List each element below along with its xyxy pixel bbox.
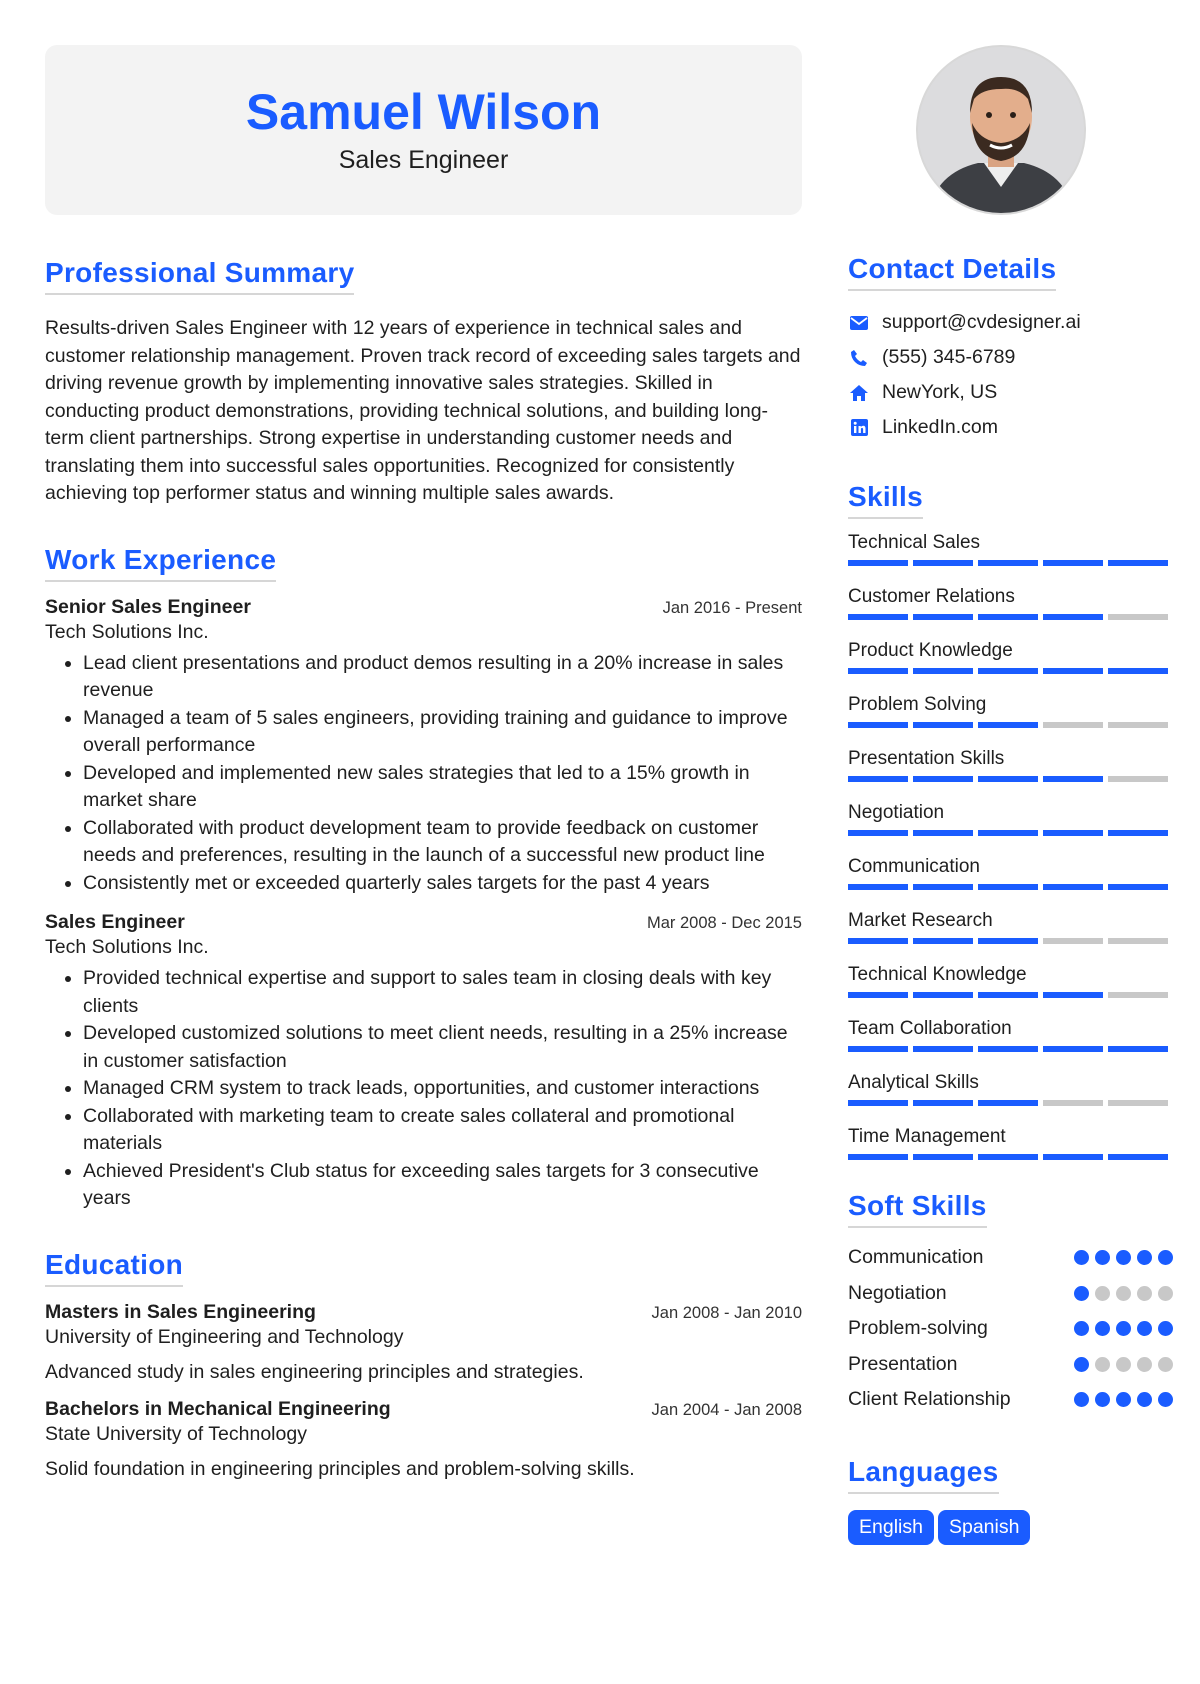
experience-heading: Work Experience xyxy=(45,544,276,582)
skill-level-segment xyxy=(848,776,908,782)
skill-level-segment xyxy=(1108,722,1168,728)
skill-name: Technical Knowledge xyxy=(848,964,1027,985)
skill-level-segment xyxy=(848,668,908,674)
job-dates: Mar 2008 - Dec 2015 xyxy=(646,914,802,932)
job-bullet: • Achieved President's Club status for exceeding sales targets for 3 consecutive years xyxy=(83,1158,802,1213)
profile-photo xyxy=(916,45,1086,215)
skill-item xyxy=(848,799,1173,836)
language-tag: English xyxy=(848,1510,934,1545)
skill-name: Market Research xyxy=(848,910,993,931)
job-company: Tech Solutions Inc. xyxy=(45,936,209,958)
skill-level-segment xyxy=(848,884,908,890)
soft-skill-item xyxy=(848,1276,1173,1312)
job-list xyxy=(45,596,802,1213)
skill-level-segment xyxy=(848,992,908,998)
rating-dot xyxy=(1137,1321,1152,1336)
skill-item xyxy=(848,745,1173,782)
skill-level-segment xyxy=(913,1154,973,1160)
skill-name: Problem Solving xyxy=(848,694,987,715)
soft-skill-name: Communication xyxy=(848,1246,984,1269)
job-header xyxy=(45,911,802,934)
job-bullet: • Managed a team of 5 sales engineers, providing training and guidance to improve overall performance xyxy=(83,705,802,760)
soft-skill-item xyxy=(848,1240,1173,1276)
skill-item xyxy=(848,1069,1173,1106)
contact-linkedin-row[interactable] xyxy=(848,410,1173,445)
job-entry xyxy=(45,911,802,1213)
skill-level-bar xyxy=(848,776,1173,782)
languages-section xyxy=(848,1456,1173,1545)
skill-level-segment xyxy=(848,1100,908,1106)
skill-level-segment xyxy=(1108,1100,1168,1106)
rating-dot xyxy=(1137,1250,1152,1265)
summary-section xyxy=(45,257,802,508)
rating-dot xyxy=(1116,1250,1131,1265)
skill-level-segment xyxy=(978,1046,1038,1052)
job-bullets xyxy=(45,650,802,898)
contact-location-row xyxy=(848,375,1173,410)
skill-level-segment xyxy=(1043,668,1103,674)
skill-level-bar xyxy=(848,1100,1173,1106)
rating-dot xyxy=(1074,1250,1089,1265)
languages-heading: Languages xyxy=(848,1456,999,1494)
skill-level-segment xyxy=(1108,614,1168,620)
rating-dot xyxy=(1074,1392,1089,1407)
skill-level-segment xyxy=(913,776,973,782)
skill-level-bar xyxy=(848,938,1173,944)
job-bullet: • Lead client presentations and product demos resulting in a 20% increase in sales revenue xyxy=(83,650,802,705)
skill-name: Product Knowledge xyxy=(848,640,1013,661)
education-entry xyxy=(45,1398,802,1484)
envelope-icon xyxy=(848,312,870,334)
rating-dot xyxy=(1137,1392,1152,1407)
education-school: University of Engineering and Technology xyxy=(45,1325,404,1348)
education-heading: Education xyxy=(45,1249,183,1287)
skill-name: Customer Relations xyxy=(848,586,1015,607)
skill-level-segment xyxy=(1043,1046,1103,1052)
contact-heading: Contact Details xyxy=(848,253,1056,291)
skill-item xyxy=(848,691,1173,728)
soft-skill-rating xyxy=(1074,1286,1173,1301)
skill-level-segment xyxy=(1108,992,1168,998)
education-dates: Jan 2008 - Jan 2010 xyxy=(651,1303,802,1322)
job-bullet: • Provided technical expertise and support to sales team in closing deals with key clients xyxy=(83,965,802,1020)
rating-dot xyxy=(1095,1357,1110,1372)
rating-dot xyxy=(1095,1392,1110,1407)
candidate-name: Samuel Wilson xyxy=(245,84,602,140)
skill-name: Team Collaboration xyxy=(848,1018,1012,1039)
skill-level-bar xyxy=(848,1154,1173,1160)
skill-level-bar xyxy=(848,560,1173,566)
rating-dot xyxy=(1137,1286,1152,1301)
job-bullet: • Collaborated with marketing team to create sales collateral and promotional materials xyxy=(83,1103,802,1158)
job-company: Tech Solutions Inc. xyxy=(45,620,209,643)
skill-level-segment xyxy=(913,668,973,674)
skill-level-segment xyxy=(848,830,908,836)
skill-level-segment xyxy=(1108,668,1168,674)
contact-email[interactable]: support@cvdesigner.ai xyxy=(882,311,1081,333)
job-title: Senior Sales Engineer xyxy=(45,595,251,618)
skill-item xyxy=(848,637,1173,674)
rating-dot xyxy=(1116,1321,1131,1336)
skills-heading: Skills xyxy=(848,481,923,519)
education-list xyxy=(45,1301,802,1484)
skill-level-bar xyxy=(848,884,1173,890)
rating-dot xyxy=(1074,1286,1089,1301)
skill-level-segment xyxy=(1108,1046,1168,1052)
skill-level-segment xyxy=(978,560,1038,566)
skill-level-segment xyxy=(848,1154,908,1160)
rating-dot xyxy=(1158,1286,1173,1301)
skill-item xyxy=(848,907,1173,944)
skill-level-segment xyxy=(848,1046,908,1052)
skill-level-segment xyxy=(978,938,1038,944)
skill-level-segment xyxy=(1108,830,1168,836)
soft-skill-name: Presentation xyxy=(848,1352,958,1375)
skills-section xyxy=(848,481,1173,1160)
skill-level-segment xyxy=(1043,722,1103,728)
soft-skill-rating xyxy=(1074,1392,1173,1407)
contact-linkedin[interactable]: LinkedIn.com xyxy=(882,416,998,438)
rating-dot xyxy=(1095,1250,1110,1265)
home-icon xyxy=(848,382,870,404)
skill-level-bar xyxy=(848,992,1173,998)
contact-phone-row[interactable] xyxy=(848,340,1173,375)
skill-level-segment xyxy=(913,722,973,728)
education-dates: Jan 2004 - Jan 2008 xyxy=(651,1401,802,1419)
soft-skill-name: Problem-solving xyxy=(848,1317,988,1340)
education-description: Solid foundation in engineering principles and problem-solving skills. xyxy=(45,1458,635,1480)
soft-skills-section xyxy=(848,1190,1173,1418)
skill-item xyxy=(848,529,1173,566)
main-column xyxy=(45,45,802,1484)
education-degree: Bachelors in Mechanical Engineering xyxy=(45,1398,391,1420)
skill-level-segment xyxy=(1043,1154,1103,1160)
job-bullets xyxy=(45,965,802,1213)
rating-dot xyxy=(1116,1392,1131,1407)
job-bullet: • Collaborated with product development team to provide feedback on customer needs and preferences, resulting in the launch of a successful new product line xyxy=(83,815,802,870)
skill-level-segment xyxy=(978,992,1038,998)
phone-icon xyxy=(848,347,870,369)
job-header xyxy=(45,596,802,619)
skill-level-segment xyxy=(978,1100,1038,1106)
soft-skills-heading: Soft Skills xyxy=(848,1190,987,1228)
linkedin-icon xyxy=(848,417,870,439)
experience-section xyxy=(45,544,802,1213)
languages-list xyxy=(848,1510,1173,1545)
skill-level-segment xyxy=(848,560,908,566)
sidebar-column xyxy=(848,45,1173,1545)
skill-level-bar xyxy=(848,614,1173,620)
education-description: Advanced study in sales engineering principles and strategies. xyxy=(45,1360,584,1383)
skill-level-segment xyxy=(1043,938,1103,944)
skill-level-segment xyxy=(978,1154,1038,1160)
skill-item xyxy=(848,583,1173,620)
skill-level-segment xyxy=(1043,830,1103,836)
rating-dot xyxy=(1158,1321,1173,1336)
rating-dot xyxy=(1074,1321,1089,1336)
header-card xyxy=(45,45,802,215)
skill-name: Presentation Skills xyxy=(848,748,1005,769)
skill-level-segment xyxy=(1043,884,1103,890)
skill-level-segment xyxy=(913,938,973,944)
skill-level-segment xyxy=(913,830,973,836)
skill-name: Analytical Skills xyxy=(848,1072,979,1093)
job-bullet: • Developed and implemented new sales strategies that led to a 15% growth in market share xyxy=(83,760,802,815)
skill-level-bar xyxy=(848,1046,1173,1052)
rating-dot xyxy=(1074,1357,1089,1372)
soft-skill-rating xyxy=(1074,1250,1173,1265)
skill-level-segment xyxy=(978,614,1038,620)
rating-dot xyxy=(1116,1357,1131,1372)
soft-skill-item xyxy=(848,1347,1173,1383)
education-header xyxy=(45,1301,802,1324)
contact-phone[interactable]: (555) 345-6789 xyxy=(882,346,1016,368)
skill-level-bar xyxy=(848,668,1173,674)
contact-location: NewYork, US xyxy=(882,381,998,403)
skill-name: Negotiation xyxy=(848,802,945,823)
summary-text: Results-driven Sales Engineer with 12 years of experience in technical sales and customer relationship management. Proven track record of exceeding sales targets and driving revenue growth by implementing innovative sales strategies. Skilled in conducting product demonstrations, providing technical solutions, and building long-term client partnerships. Strong expertise in understanding customer needs and translating them into successful sales opportunities. Recognized for consistently achieving top performer status and winning multiple sales awards. xyxy=(45,317,801,504)
skill-level-segment xyxy=(978,668,1038,674)
education-section xyxy=(45,1249,802,1484)
job-bullet: • Managed CRM system to track leads, opportunities, and customer interactions xyxy=(83,1075,802,1103)
skill-level-segment xyxy=(848,722,908,728)
skill-level-segment xyxy=(978,722,1038,728)
contact-section xyxy=(848,253,1173,445)
education-degree: Masters in Sales Engineering xyxy=(45,1300,316,1323)
skill-name: Time Management xyxy=(848,1126,1006,1147)
skill-level-segment xyxy=(1043,992,1103,998)
skill-item xyxy=(848,961,1173,998)
education-school: State University of Technology xyxy=(45,1423,307,1445)
rating-dot xyxy=(1158,1250,1173,1265)
rating-dot xyxy=(1095,1321,1110,1336)
job-title: Sales Engineer xyxy=(45,911,185,933)
rating-dot xyxy=(1137,1357,1152,1372)
skill-level-segment xyxy=(1108,776,1168,782)
rating-dot xyxy=(1095,1286,1110,1301)
skill-item xyxy=(848,853,1173,890)
skill-item xyxy=(848,1015,1173,1052)
skill-level-segment xyxy=(978,830,1038,836)
job-bullet: • Consistently met or exceeded quarterly sales targets for the past 4 years xyxy=(83,870,802,898)
skill-level-segment xyxy=(1043,1100,1103,1106)
skill-level-segment xyxy=(1043,560,1103,566)
skill-level-segment xyxy=(848,614,908,620)
skill-level-segment xyxy=(913,1100,973,1106)
soft-skill-item xyxy=(848,1311,1173,1347)
education-header xyxy=(45,1398,802,1421)
soft-skill-rating xyxy=(1074,1357,1173,1372)
skill-level-segment xyxy=(1108,884,1168,890)
education-entry xyxy=(45,1301,802,1387)
skill-item xyxy=(848,1123,1173,1160)
skill-level-segment xyxy=(913,614,973,620)
skill-level-segment xyxy=(978,884,1038,890)
rating-dot xyxy=(1158,1392,1173,1407)
rating-dot xyxy=(1116,1286,1131,1301)
profile-portrait-icon xyxy=(918,47,1084,213)
skill-level-segment xyxy=(913,1046,973,1052)
skill-level-segment xyxy=(1108,938,1168,944)
skill-level-bar xyxy=(848,830,1173,836)
summary-heading: Professional Summary xyxy=(45,257,354,295)
skill-level-segment xyxy=(913,992,973,998)
skill-level-segment xyxy=(1043,614,1103,620)
skill-level-segment xyxy=(848,938,908,944)
skill-level-bar xyxy=(848,722,1173,728)
skill-level-segment xyxy=(913,560,973,566)
skill-level-segment xyxy=(1043,776,1103,782)
skill-level-segment xyxy=(978,776,1038,782)
job-bullet: • Developed customized solutions to meet client needs, resulting in a 25% increase in customer satisfaction xyxy=(83,1020,802,1075)
candidate-title: Sales Engineer xyxy=(338,146,509,174)
skill-level-segment xyxy=(1108,560,1168,566)
skill-level-segment xyxy=(913,884,973,890)
skill-name: Communication xyxy=(848,856,980,877)
soft-skill-name: Client Relationship xyxy=(848,1388,1011,1411)
soft-skill-name: Negotiation xyxy=(848,1281,947,1304)
soft-skills-list xyxy=(848,1240,1173,1418)
soft-skill-item xyxy=(848,1382,1173,1418)
job-entry xyxy=(45,596,802,898)
skill-level-segment xyxy=(1108,1154,1168,1160)
skill-name: Technical Sales xyxy=(848,532,981,553)
language-tag: Spanish xyxy=(938,1510,1030,1545)
job-dates: Jan 2016 - Present xyxy=(662,598,802,617)
soft-skill-rating xyxy=(1074,1321,1173,1336)
rating-dot xyxy=(1158,1357,1173,1372)
contact-email-row[interactable] xyxy=(848,305,1173,340)
skills-list xyxy=(848,529,1173,1160)
